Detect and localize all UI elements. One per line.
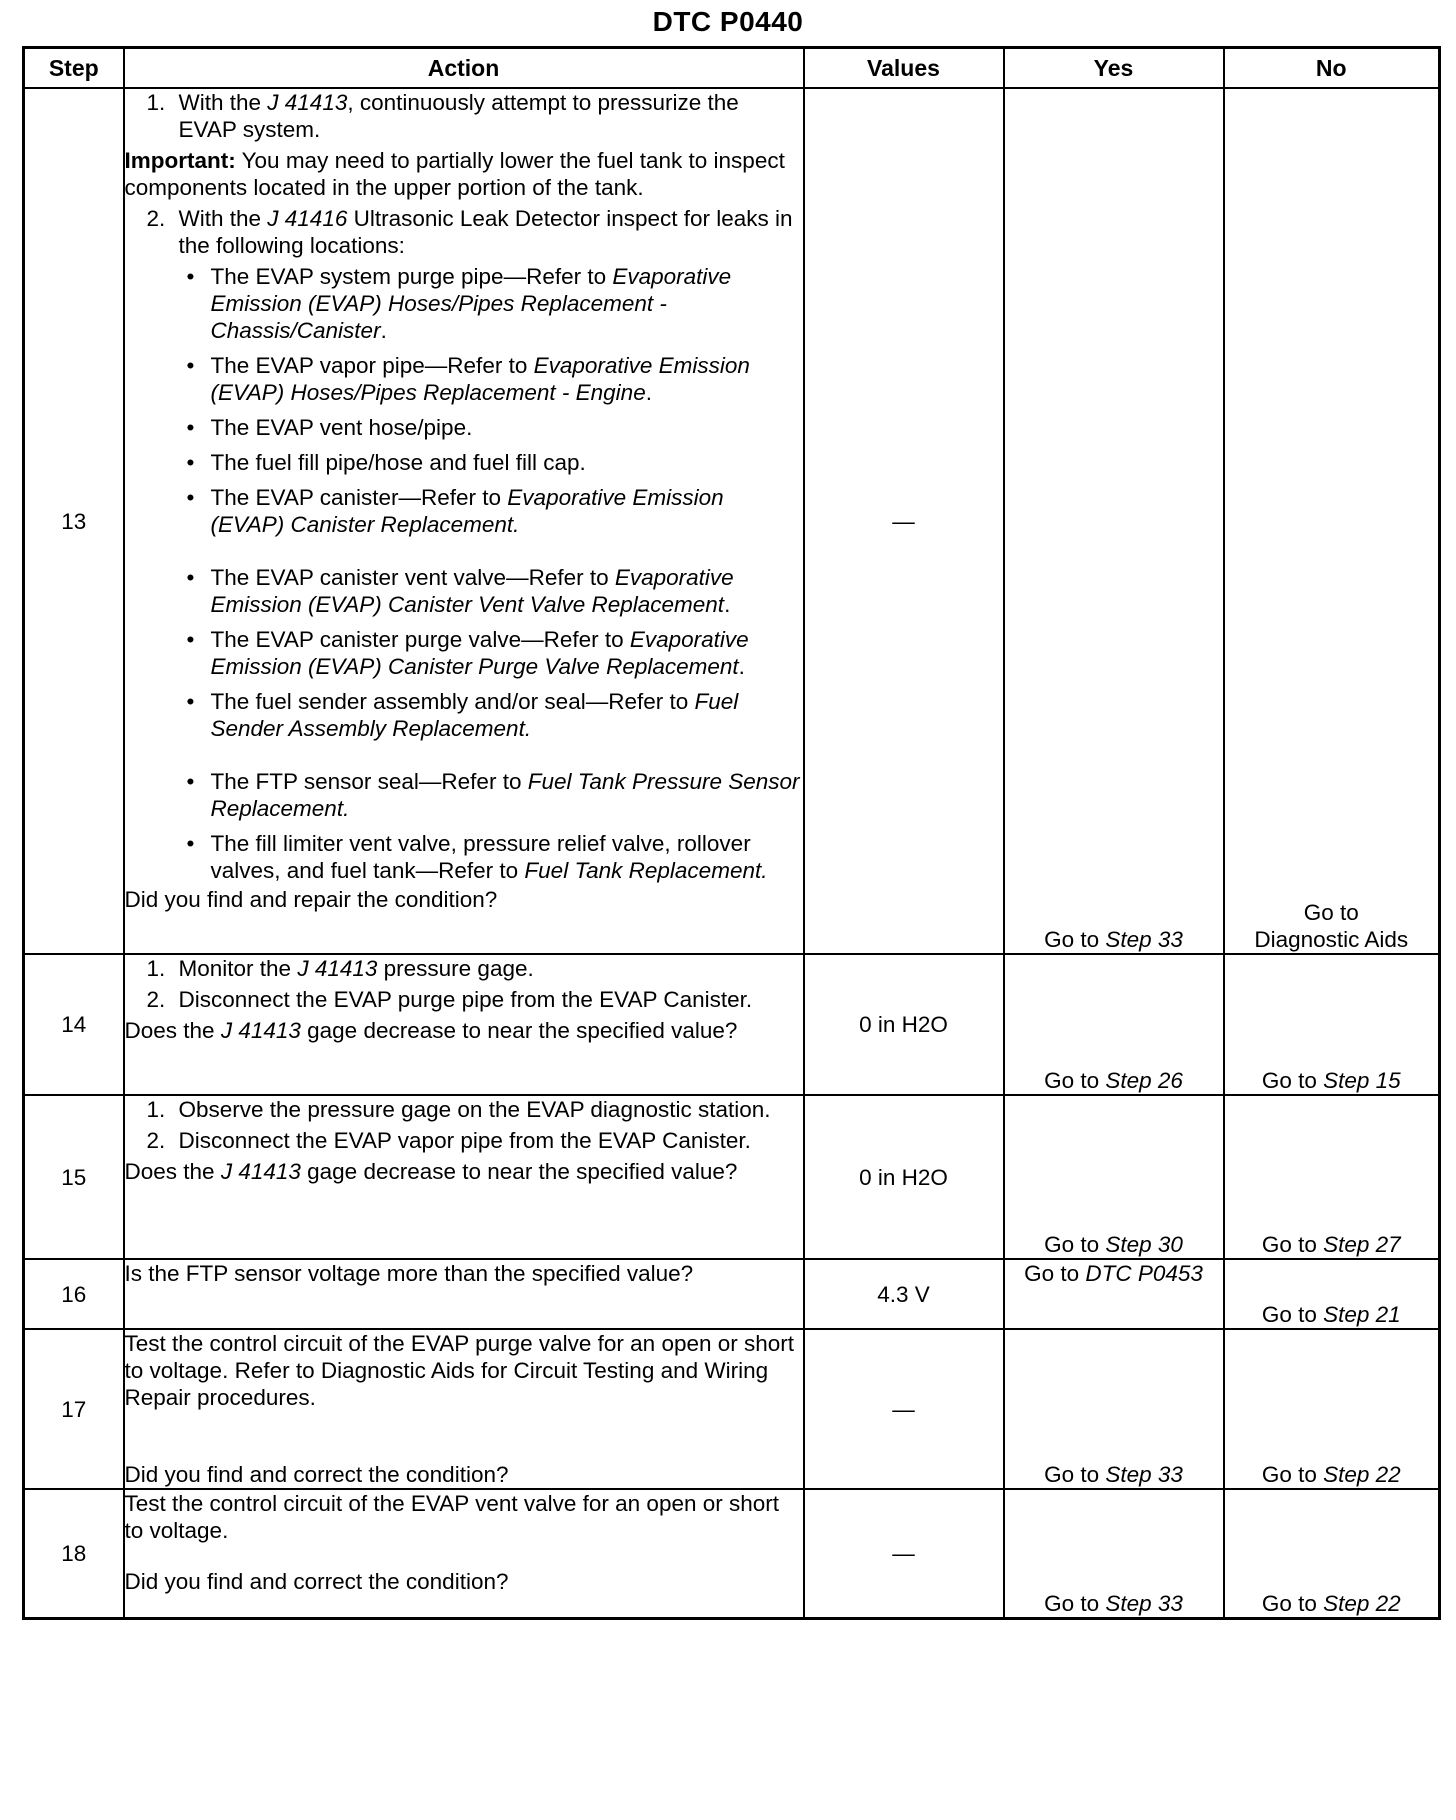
procedure-link[interactable]: Evaporative Emission (EVAP) Hoses/Pipes Replacement - Chassis/Canister [210, 264, 732, 343]
question-text: Does the J 41413 gage decrease to near the specified value? [124, 1159, 738, 1184]
tool-reference: J 41413 [267, 90, 348, 115]
action-cell [124, 954, 804, 1095]
values-cell: — [804, 88, 1004, 954]
action-text: Test the control circuit of the EVAP vent valve for an open or short to voltage. [124, 1491, 780, 1543]
bullet-item: • The FTP sensor seal—Refer to Fuel Tank Pressure Sensor Replacement. [186, 769, 800, 821]
values-cell: 4.3 V [804, 1259, 1004, 1329]
table-row-step-18 [24, 1489, 1440, 1618]
question-text: Did you find and repair the condition? [124, 887, 498, 912]
step-link[interactable]: Step 15 [1323, 1068, 1401, 1093]
step-number: 14 [24, 954, 124, 1095]
numbered-step: 2. With the J 41416 Ultrasonic Leak Detector inspect for leaks in the following locations: [146, 206, 793, 258]
page-title: DTC P0440 [652, 6, 804, 37]
step-link[interactable]: Step 21 [1323, 1302, 1401, 1327]
action-cell: Is the FTP sensor voltage more than the specified value? [124, 1259, 804, 1329]
procedure-link[interactable]: Evaporative Emission (EVAP) Hoses/Pipes Replacement - Engine [210, 353, 750, 405]
no-cell[interactable]: Go to Diagnostic Aids [1224, 88, 1440, 954]
step-link[interactable]: Step 33 [1105, 1462, 1183, 1487]
numbered-step: 1. Monitor the J 41413 pressure gage. [146, 956, 534, 981]
table-row-step-16 [24, 1259, 1440, 1329]
bullet-item: • The EVAP vent hose/pipe. [186, 415, 473, 440]
step-number: 16 [24, 1259, 124, 1329]
action-cell [124, 1329, 804, 1489]
header-row [24, 48, 1440, 89]
procedure-link[interactable]: Fuel Tank Replacement. [524, 858, 768, 883]
numbered-step: 1. With the J 41413, continuously attempt to pressurize the EVAP system. [146, 90, 739, 142]
header-values: Values [804, 48, 1004, 89]
bullet-item: • The fill limiter vent valve, pressure relief valve, rollover valves, and fuel tank—Refer to Fuel Tank Replacement. [186, 831, 768, 883]
question-text: Did you find and correct the condition? [124, 1462, 509, 1487]
bullet-item: • The EVAP vapor pipe—Refer to Evaporative Emission (EVAP) Hoses/Pipes Replacement - Engine. [186, 353, 750, 405]
step-number: 13 [24, 88, 124, 954]
procedure-link[interactable]: Evaporative Emission (EVAP) Canister Purge Valve Replacement [210, 627, 749, 679]
no-cell[interactable]: Go to Step 22 [1224, 1329, 1440, 1489]
bullet-item: • The EVAP canister—Refer to Evaporative Emission (EVAP) Canister Replacement. [186, 485, 724, 537]
step-link[interactable]: Step 33 [1105, 927, 1183, 952]
procedure-link[interactable]: Fuel Sender Assembly Replacement. [210, 689, 739, 741]
action-cell [124, 1489, 804, 1618]
important-note: Important: You may need to partially lower the fuel tank to inspect components located in the upper portion of the tank. [124, 148, 785, 200]
values-cell: 0 in H2O [804, 1095, 1004, 1259]
procedure-link[interactable]: Evaporative Emission (EVAP) Canister Vent Valve Replacement [210, 565, 734, 617]
header-no: No [1224, 48, 1440, 89]
yes-cell[interactable]: Go to Step 33 [1004, 88, 1224, 954]
bullet-item: • The fuel fill pipe/hose and fuel fill cap. [186, 450, 586, 475]
procedure-link[interactable]: Evaporative Emission (EVAP) Canister Replacement. [210, 485, 724, 537]
step-link[interactable]: Step 33 [1105, 1590, 1183, 1616]
tool-reference: J 41416 [267, 206, 348, 231]
yes-cell[interactable]: Go to Step 33 [1004, 1489, 1224, 1618]
header-action: Action [124, 48, 804, 89]
table-row-step-15 [24, 1095, 1440, 1259]
diagnostic-table [22, 46, 1441, 1620]
bullet-item: • The fuel sender assembly and/or seal—Refer to Fuel Sender Assembly Replacement. [186, 689, 739, 741]
yes-cell[interactable]: Go to DTC P0453 [1004, 1259, 1224, 1329]
yes-cell[interactable]: Go to Step 30 [1004, 1095, 1224, 1259]
step-link[interactable]: Step 30 [1105, 1232, 1183, 1257]
values-cell: 0 in H2O [804, 954, 1004, 1095]
table-row-step-14 [24, 954, 1440, 1095]
step-number: 15 [24, 1095, 124, 1259]
yes-cell[interactable]: Go to Step 26 [1004, 954, 1224, 1095]
action-cell [124, 88, 804, 954]
question-text: Does the J 41413 gage decrease to near the specified value? [124, 1018, 738, 1043]
numbered-step: 2. Disconnect the EVAP purge pipe from the EVAP Canister. [146, 987, 753, 1012]
no-cell[interactable]: Go to Step 15 [1224, 954, 1440, 1095]
values-cell: — [804, 1329, 1004, 1489]
procedure-link[interactable]: Fuel Tank Pressure Sensor Replacement. [210, 769, 800, 821]
no-cell[interactable]: Go to Step 21 [1224, 1259, 1440, 1329]
no-cell[interactable]: Go to Step 27 [1224, 1095, 1440, 1259]
numbered-step: 2. Disconnect the EVAP vapor pipe from the EVAP Canister. [146, 1128, 751, 1153]
step-number: 18 [24, 1489, 124, 1618]
bullet-item: • The EVAP canister vent valve—Refer to Evaporative Emission (EVAP) Canister Vent Valve Replacement. [186, 565, 734, 617]
step-link[interactable]: Step 26 [1105, 1068, 1183, 1093]
action-text: Test the control circuit of the EVAP purge valve for an open or short to voltage. Refer to Diagnostic Aids for Circuit Testing and Wiring Repair procedures. [124, 1331, 795, 1410]
step-number: 17 [24, 1329, 124, 1489]
header-yes: Yes [1004, 48, 1224, 89]
step-link[interactable]: Step 22 [1323, 1462, 1401, 1487]
question-text: Did you find and correct the condition? [124, 1569, 509, 1594]
values-cell: — [804, 1489, 1004, 1618]
table-row-step-17 [24, 1329, 1440, 1489]
action-cell [124, 1095, 804, 1259]
dtc-link[interactable]: DTC P0453 [1085, 1261, 1203, 1286]
bullet-item: • The EVAP system purge pipe—Refer to Evaporative Emission (EVAP) Hoses/Pipes Replacement - Chassis/Canister. [186, 264, 732, 343]
bullet-item: • The EVAP canister purge valve—Refer to Evaporative Emission (EVAP) Canister Purge Valve Replacement. [186, 627, 749, 679]
step-link[interactable]: Step 27 [1323, 1232, 1401, 1257]
tool-reference: J 41413 [297, 956, 378, 981]
header-step: Step [24, 48, 124, 89]
diagnostic-aids-link[interactable]: Diagnostic Aids [1254, 927, 1409, 952]
numbered-step: 1. Observe the pressure gage on the EVAP diagnostic station. [146, 1097, 771, 1122]
no-cell[interactable]: Go to Step 22 [1224, 1489, 1440, 1618]
step-link[interactable]: Step 22 [1323, 1590, 1401, 1616]
yes-cell[interactable]: Go to Step 33 [1004, 1329, 1224, 1489]
table-row-step-13 [24, 88, 1440, 954]
